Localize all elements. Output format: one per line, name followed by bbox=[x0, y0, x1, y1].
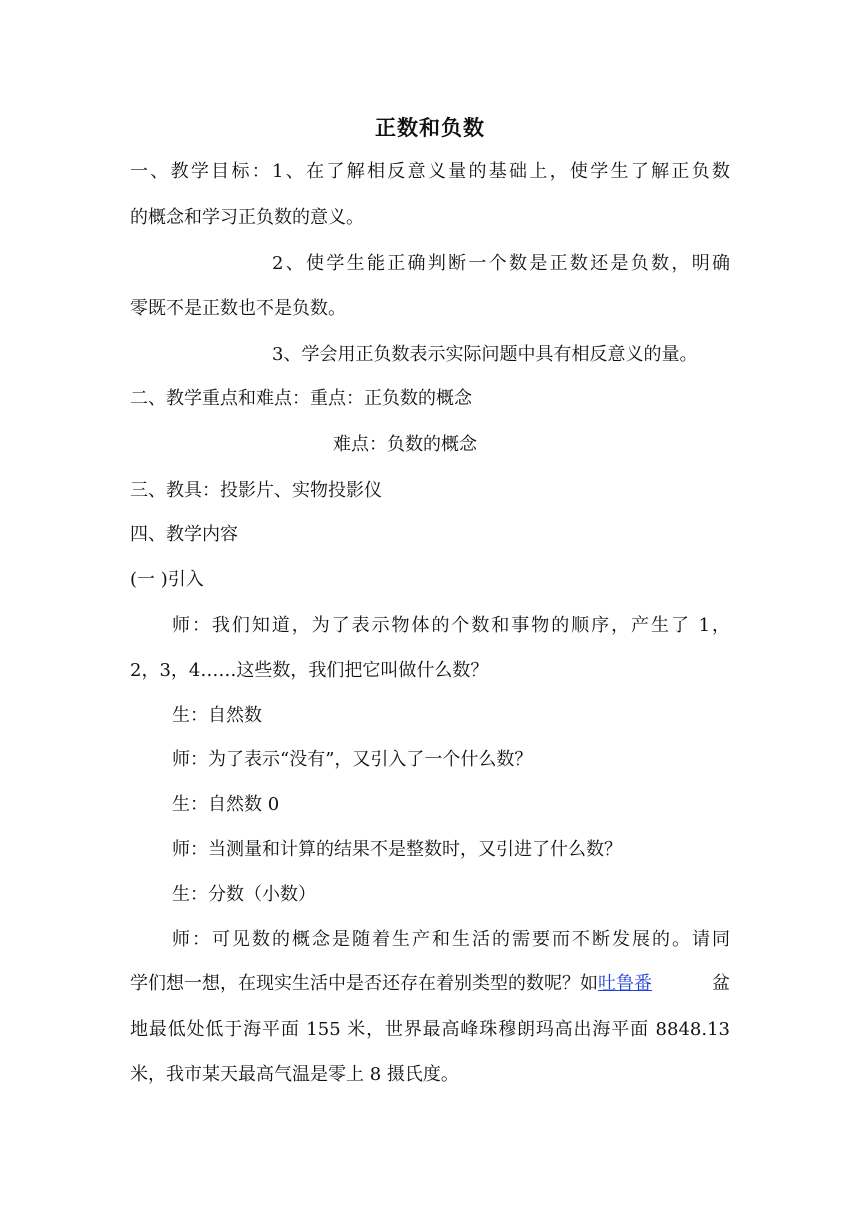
document-title: 正数和负数 bbox=[375, 115, 485, 140]
objective-line-3: 2、使学生能正确判断一个数是正数还是负数，明确 bbox=[272, 253, 730, 274]
dialogue-line-1: 师：我们知道，为了表示物体的个数和事物的顺序，产生了 1， bbox=[172, 615, 730, 636]
dialogue-line-10: 地最低处低于海平面 155 米，世界最高峰珠穆朗玛高出海平面 8848.13 bbox=[130, 1019, 730, 1040]
difficulty-line: 难点：负数的概念 bbox=[333, 434, 477, 455]
objective-line-1: 一、教学目标：1、在了解相反意义量的基础上，使学生了解正负数 bbox=[130, 161, 730, 182]
turpan-link[interactable]: 吐鲁番 bbox=[598, 973, 652, 994]
dialogue-line-7: 生：分数（小数） bbox=[172, 884, 316, 905]
teaching-content-heading: 四、教学内容 bbox=[130, 524, 238, 545]
objective-line-2: 的概念和学习正负数的意义。 bbox=[130, 207, 364, 228]
dialogue-line-5: 生：自然数 0 bbox=[172, 794, 280, 815]
dialogue-line-2: 2，3，4……这些数，我们把它叫做什么数？ bbox=[130, 660, 489, 681]
dialogue-line-9-tail: 盆 bbox=[712, 973, 730, 994]
dialogue-line-9-text: 学们想一想，在现实生活中是否还存在着别类型的数呢？如吐鲁番 bbox=[130, 973, 652, 994]
key-points-line: 二、教学重点和难点：重点：正负数的概念 bbox=[130, 388, 472, 409]
teaching-aids-line: 三、教具：投影片、实物投影仪 bbox=[130, 480, 382, 501]
dialogue-line-3: 生：自然数 bbox=[172, 705, 262, 726]
dialogue-line-4: 师：为了表示“没有”，又引入了一个什么数？ bbox=[172, 749, 533, 770]
objective-line-4: 零既不是正数也不是负数。 bbox=[130, 298, 346, 319]
objective-line-5: 3、学会用正负数表示实际问题中具有相反意义的量。 bbox=[272, 344, 698, 365]
dialogue-line-6: 师：当测量和计算的结果不是整数时，又引进了什么数？ bbox=[172, 839, 622, 860]
dialogue-line-8: 师：可见数的概念是随着生产和生活的需要而不断发展的。请同 bbox=[172, 929, 730, 950]
dialogue-line-11: 米，我市某天最高气温是零上 8 摄氏度。 bbox=[130, 1064, 459, 1085]
introduction-heading: (一 )引入 bbox=[130, 569, 204, 590]
dialogue-line-9 bbox=[130, 971, 730, 997]
